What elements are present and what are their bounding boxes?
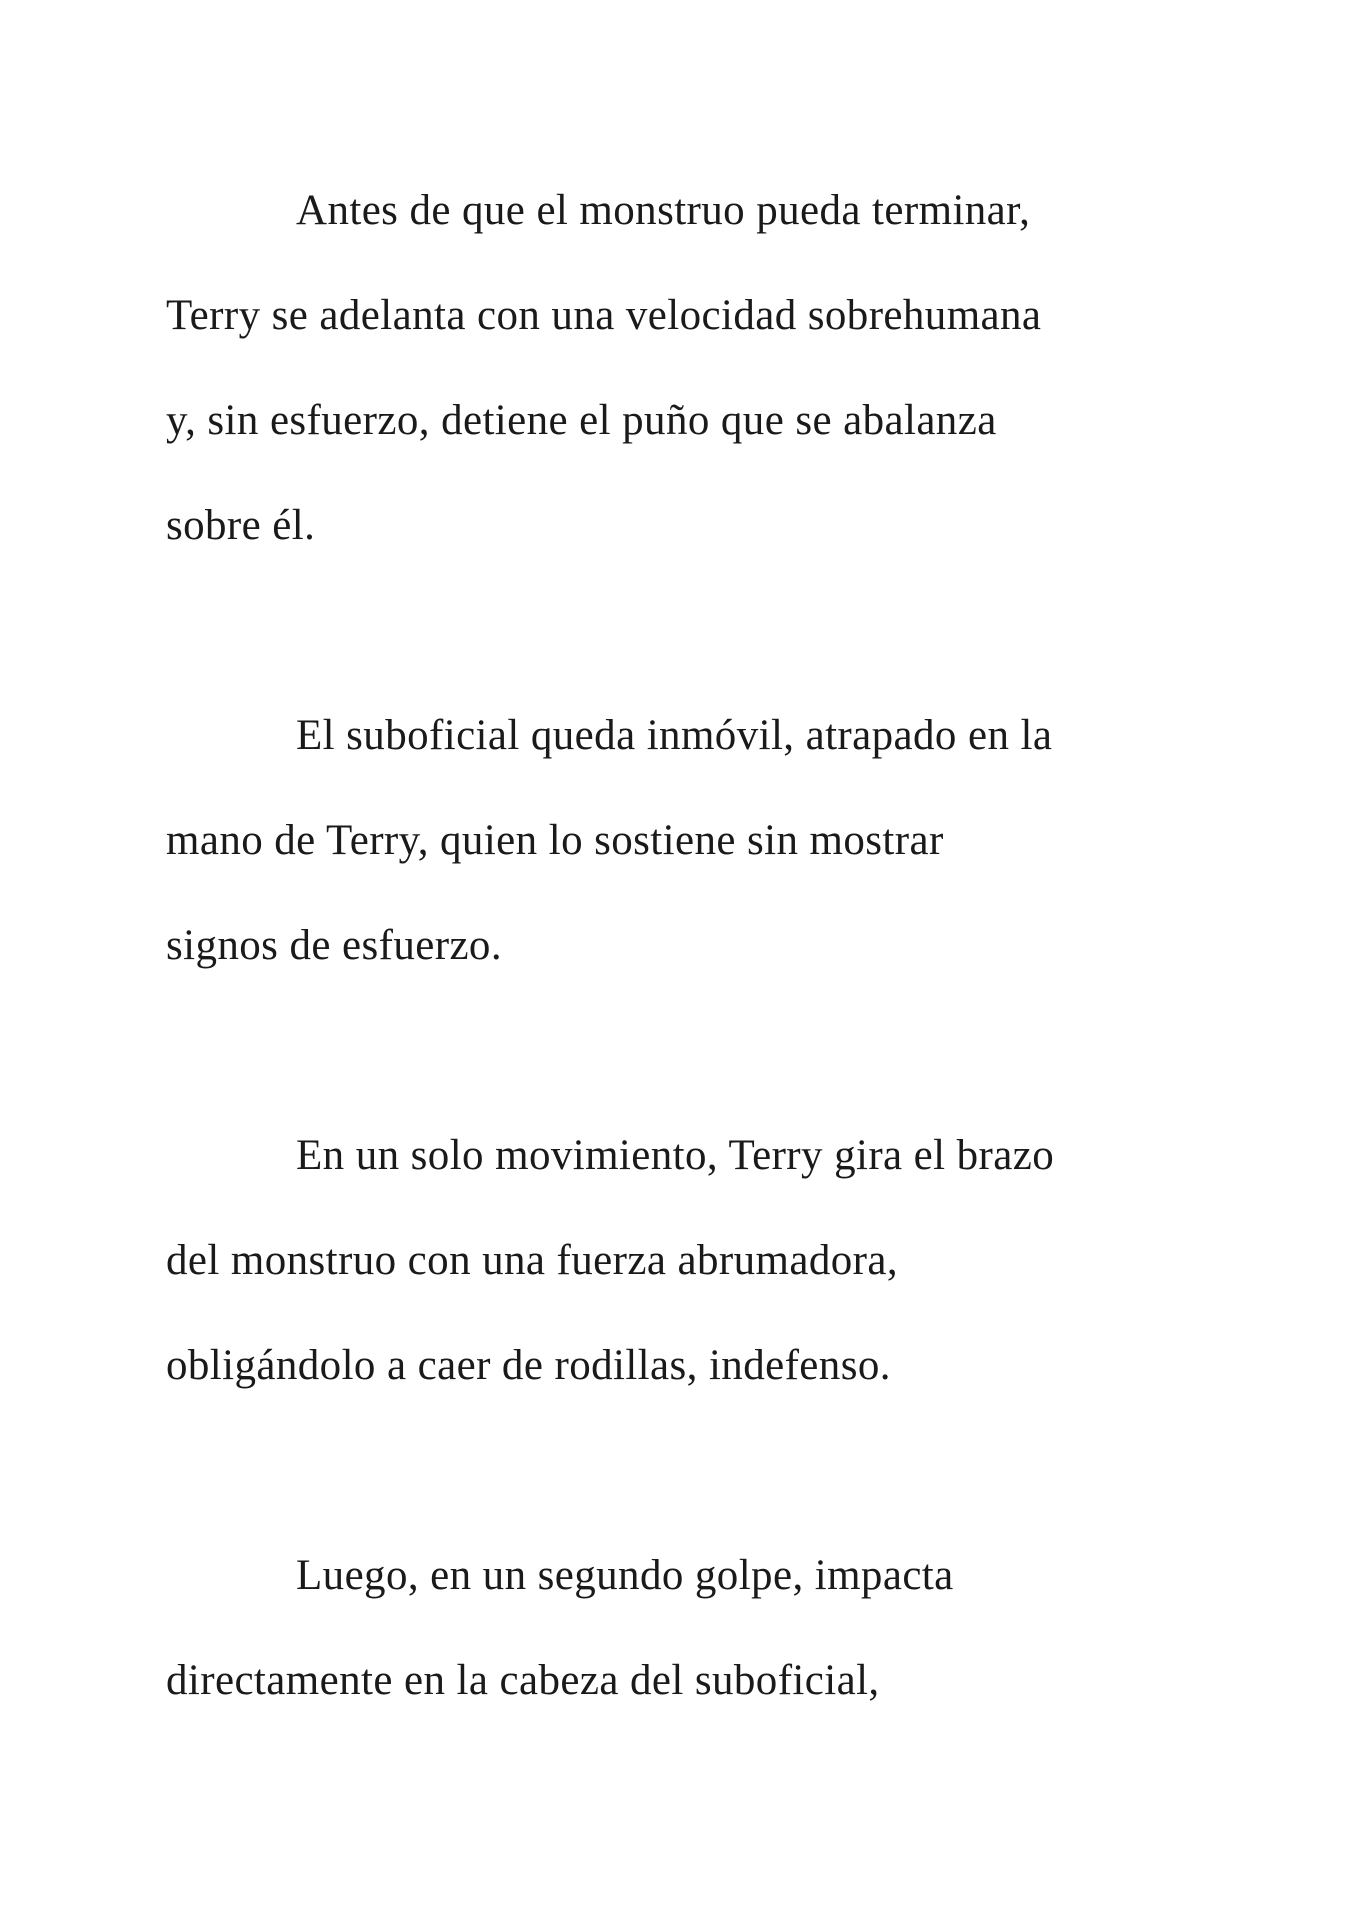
paragraph-spacer [166,1418,1206,1523]
paragraph [166,1103,1206,1418]
paragraph-line: Luego, en un segundo golpe, impacta [296,1552,954,1599]
body-text [166,158,1206,1733]
paragraph-line: obligándolo a caer de rodillas, indefenso. [166,1342,891,1389]
paragraph-line: y, sin esfuerzo, detiene el puño que se abalanza [166,397,997,444]
paragraph-spacer [166,998,1206,1103]
paragraph [166,683,1206,998]
paragraph [166,158,1206,578]
paragraph-spacer [166,578,1206,683]
paragraph-line: Antes de que el monstruo pueda terminar, [296,187,1031,234]
paragraph-line: mano de Terry, quien lo sostiene sin mostrar [166,817,944,864]
paragraph-line: signos de esfuerzo. [166,922,502,969]
paragraph [166,1523,1206,1733]
paragraph-line: sobre él. [166,502,316,549]
paragraph-line: Terry se adelanta con una velocidad sobrehumana [166,292,1042,339]
paragraph-line: En un solo movimiento, Terry gira el brazo [296,1132,1055,1179]
paragraph-line: directamente en la cabeza del suboficial, [166,1657,880,1704]
paragraph-line: El suboficial queda inmóvil, atrapado en la [296,712,1053,759]
paragraph-line: del monstruo con una fuerza abrumadora, [166,1237,898,1284]
